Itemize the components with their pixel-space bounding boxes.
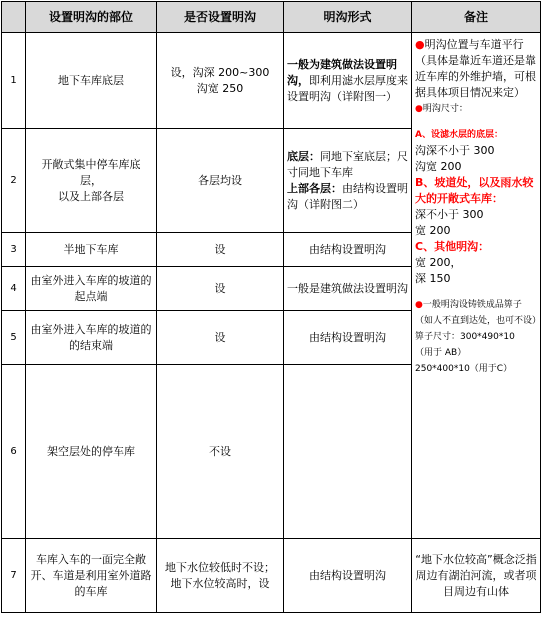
header-whether: 是否设置明沟 (157, 2, 284, 33)
note-a-title: A、设滤水层的底层： (415, 130, 503, 140)
bullet-icon: ● (415, 104, 423, 114)
row-form-bold: 上部各层： (287, 181, 342, 195)
row-form: 由结构设置明沟 (284, 233, 412, 267)
row-form (284, 365, 412, 539)
note-cover-ab: （用于 AB） (415, 348, 467, 358)
note-a-depth: 沟深不小于 300 (415, 144, 495, 157)
header-notes: 备注 (412, 2, 541, 33)
row-whether: 地下水位较低时不设；地下水位较高时，设 (157, 539, 284, 613)
row-form-text: 由结构设置明沟（详附图二） (287, 181, 408, 211)
note-cover-size: 箅子尺寸：300*490*10 (415, 332, 515, 342)
row-number: 6 (2, 365, 26, 539)
row-form (284, 129, 412, 233)
row-number: 7 (2, 539, 26, 613)
note-b-depth: 深不小于 300 (415, 208, 484, 221)
header-location: 设置明沟的部位 (26, 2, 157, 33)
row-number: 2 (2, 129, 26, 233)
row-whether (157, 33, 284, 129)
note-cover-paren: （如人不直到达处，也可不设） (415, 316, 541, 326)
bullet-icon: ● (415, 38, 425, 51)
row-location: 架空层处的停车库 (26, 365, 157, 539)
row-number: 3 (2, 233, 26, 267)
note-size-title: 明沟尺寸： (422, 104, 468, 114)
row-whether-line: 设，沟深 200~300 (170, 65, 270, 79)
row-number: 1 (2, 33, 26, 129)
note-c-depth: 深 150 (415, 272, 451, 285)
bullet-icon: ● (415, 300, 423, 310)
notes-cell (412, 33, 541, 539)
note-a-width: 沟宽 200 (415, 160, 462, 173)
row-number: 4 (2, 267, 26, 311)
row-form: 由结构设置明沟 (284, 311, 412, 365)
header-form: 明沟形式 (284, 2, 412, 33)
row-location (26, 129, 157, 233)
note-cover: 一般明沟设铸铁成品箅子 (422, 300, 522, 310)
row-location: 由室外进入车库的坡道的的结束端 (26, 311, 157, 365)
row-location-line: 以及上部各层 (58, 189, 124, 203)
row-form-bold: 一般为建筑做法设置明沟， (287, 57, 397, 87)
row-form-text: 同地下室底层；尺寸同地下车库 (287, 149, 408, 179)
note-c-width: 宽 200， (415, 256, 462, 269)
table-row (2, 539, 541, 613)
row-whether: 各层均设 (157, 129, 284, 233)
header-row (2, 2, 541, 33)
row-whether: 设 (157, 267, 284, 311)
row-location: 半地下车库 (26, 233, 157, 267)
row-form (284, 33, 412, 129)
row-location-line: 开敞式集中停车库底 (41, 157, 141, 171)
row-whether-line: 沟宽 250 (196, 81, 244, 95)
note-b-title: B、坡道处，以及雨水较大的开敞式车库： (415, 176, 534, 205)
row-location: 地下车库底层 (26, 33, 157, 129)
row-whether: 设 (157, 233, 284, 267)
note-b-width: 宽 200 (415, 224, 451, 237)
note-cover-c: 250*400*10（用于C） (415, 364, 513, 374)
row-whether: 设 (157, 311, 284, 365)
row-form-text: 即利用滤水层厚度来设置明沟（详附图一） (287, 73, 408, 103)
row-location: 由室外进入车库的坡道的起点端 (26, 267, 157, 311)
row-form: 一般是建筑做法设置明沟 (284, 267, 412, 311)
row-location: 车库入车的一面完全敞开、车道是利用室外道路的车库 (26, 539, 157, 613)
row-form: 由结构设置明沟 (284, 539, 412, 613)
row-whether: 不设 (157, 365, 284, 539)
header-index (2, 2, 26, 33)
row-form-bold: 底层： (287, 149, 320, 163)
drainage-ditch-table (1, 1, 541, 613)
row-number: 5 (2, 311, 26, 365)
note-position: 明沟位置与车道平行（具体是靠近车道还是靠近车库的外维护墙，可根据具体项目情况来定） (415, 38, 536, 99)
row-note: “地下水位较高”概念泛指周边有湖泊河流，或者项目周边有山体 (412, 539, 541, 613)
note-c-title: C、其他明沟： (415, 240, 490, 253)
row-location-line: 层， (80, 173, 102, 187)
table-row (2, 33, 541, 129)
